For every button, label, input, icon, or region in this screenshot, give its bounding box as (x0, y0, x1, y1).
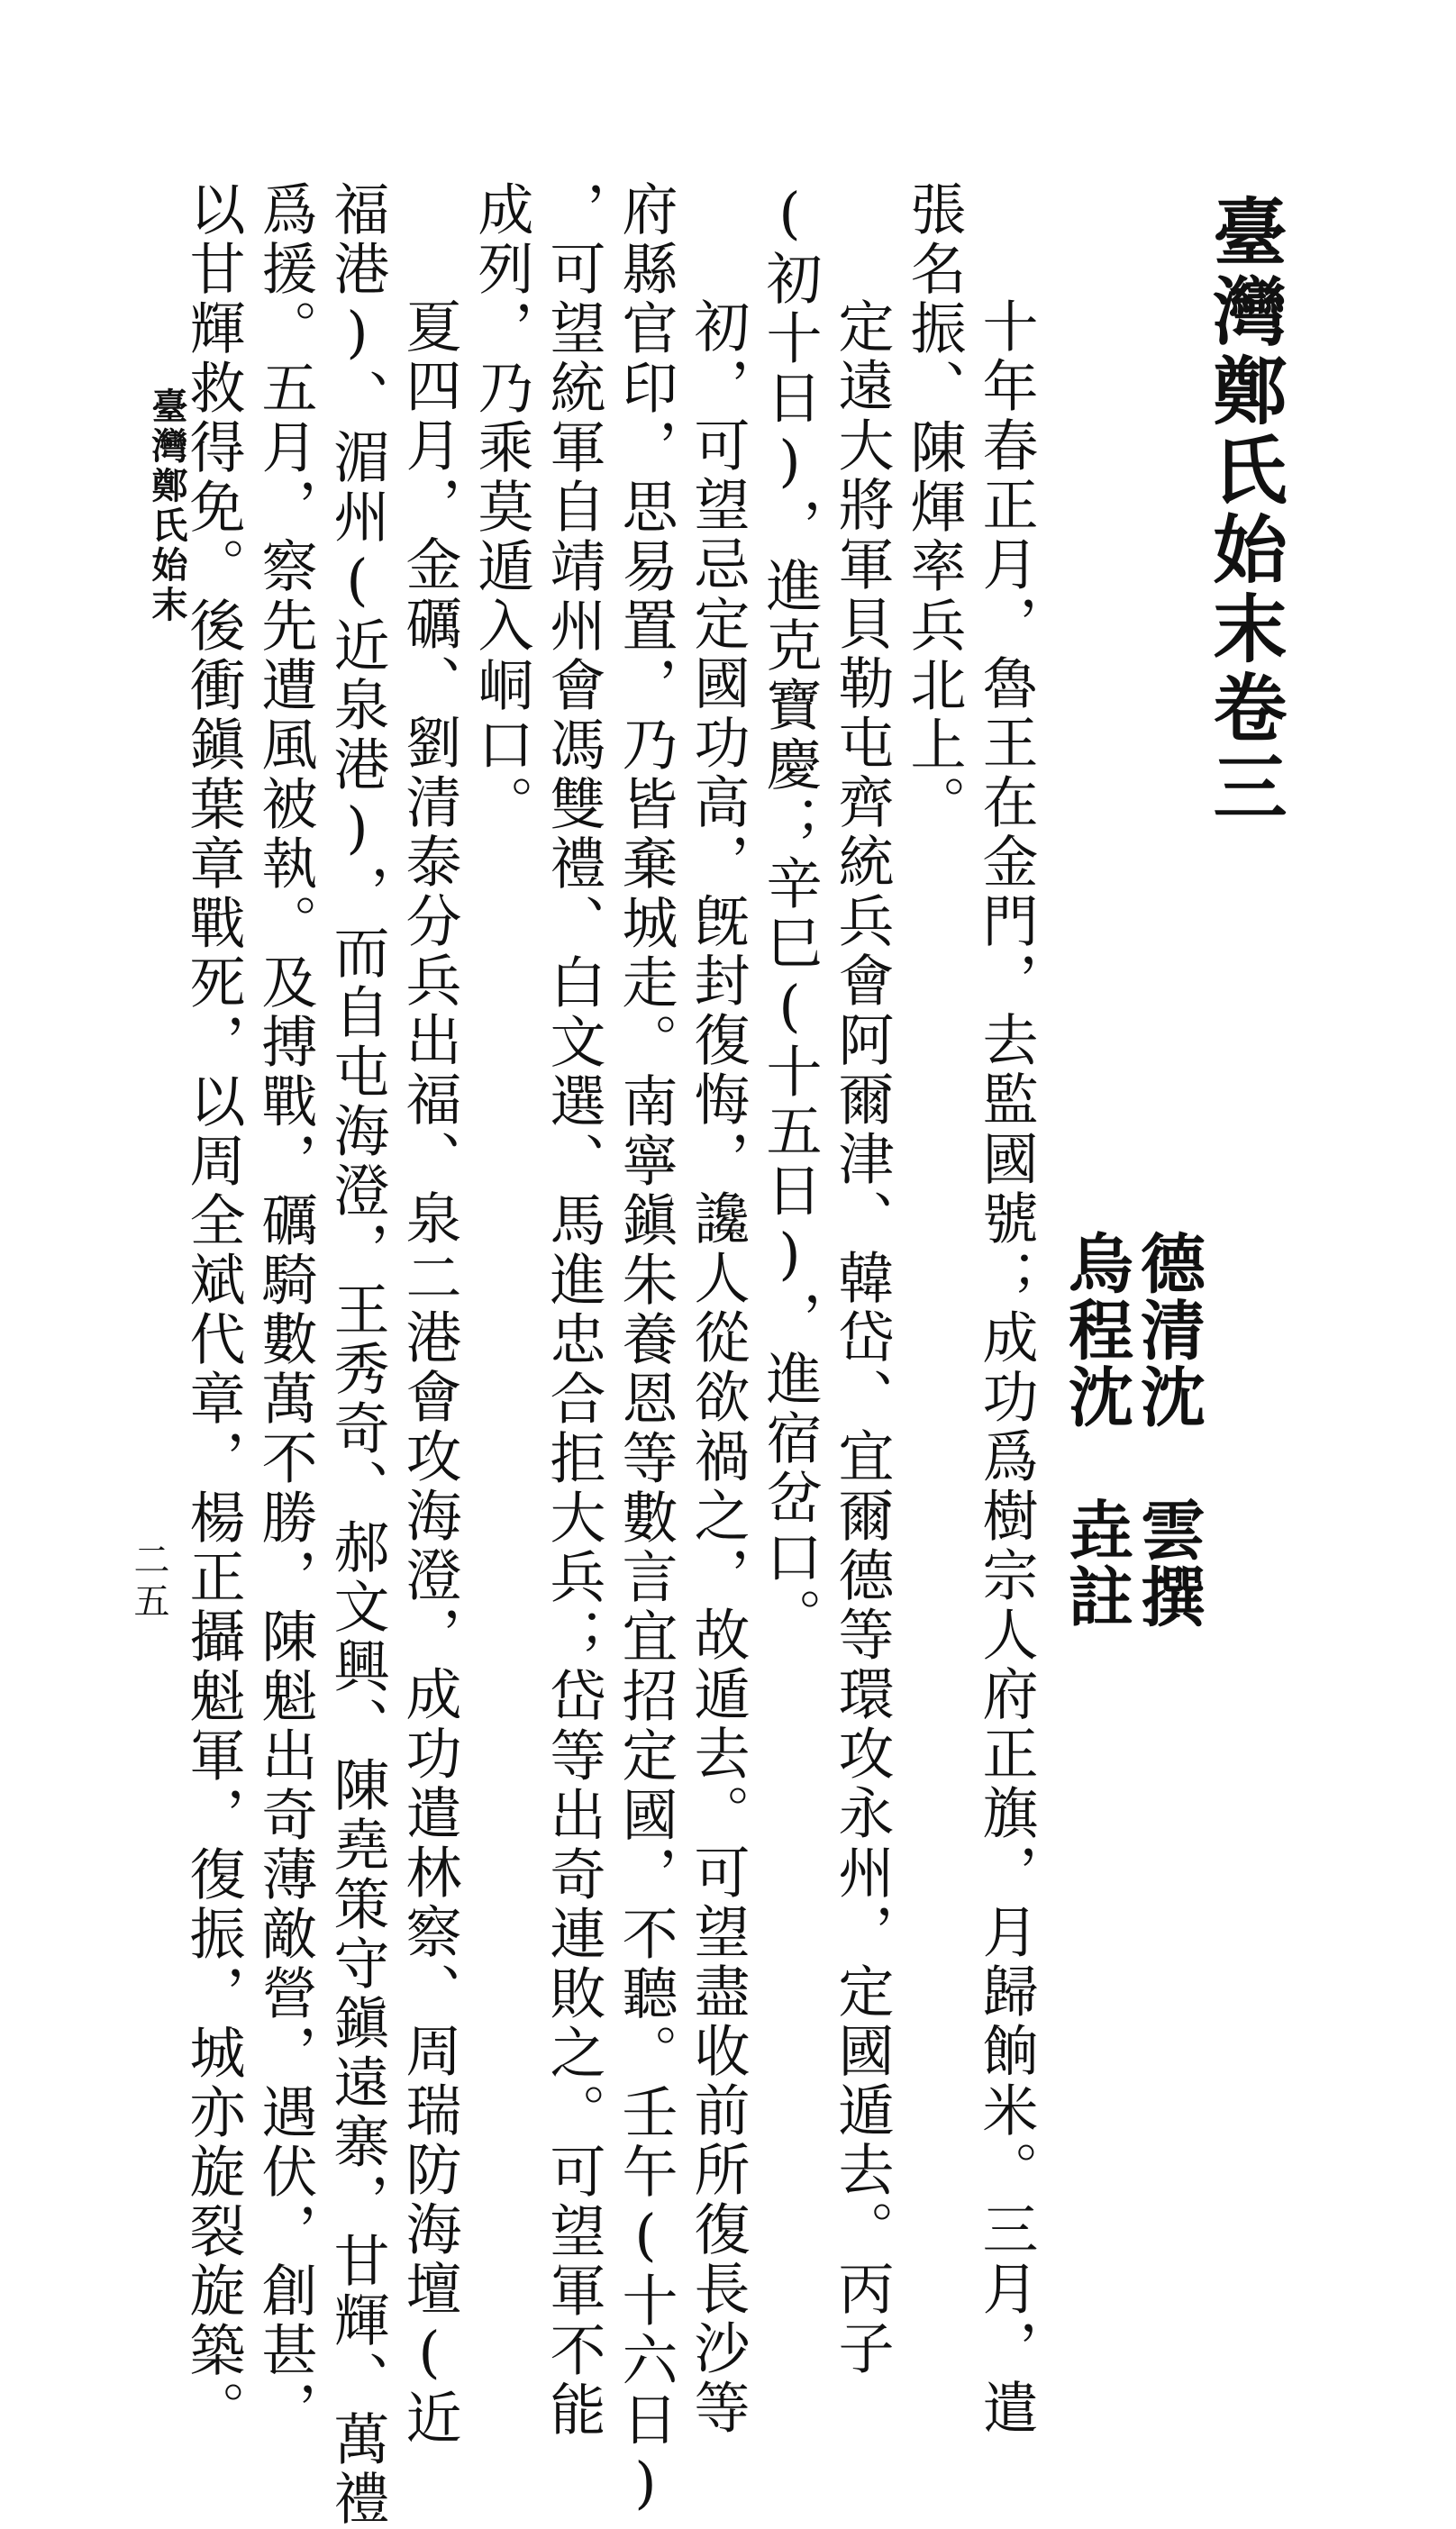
text-column: 定遠大將軍貝勒屯齊統兵會阿爾津、韓岱、宜爾德等環攻永州，定國遁去。丙子 (829, 297, 895, 2379)
text-column: ，可望統軍自靖州會馮雙禮、白文選、馬進忠合拒大兵；岱等出奇連敗之。可望軍不能 (541, 180, 606, 2440)
text-column: 福港)、湄州(近泉港)，而自屯海澄，王秀奇、郝文興、陳堯策守鎭遠寨，甘輝、萬禮 (324, 180, 390, 2529)
text-column: (初十日)，進克寶慶；辛巳(十五日)，進宿岔口。 (757, 180, 823, 1647)
text-column: 府縣官印，思易置，乃皆棄城走。南寧鎭朱養恩等數言宜招定國，不聽。壬午(十六日) (613, 180, 678, 2519)
chapter-title: 臺灣鄭氏始末卷三 (1201, 194, 1288, 828)
running-head: 臺灣鄭氏始末 (146, 387, 188, 625)
text-column: 成列，乃乘莫遁入峒口。 (469, 180, 534, 834)
text-column: 夏四月，金礪、劉清泰分兵出福、泉二港會攻海澄，成功遣林察、周瑞防海壇(近 (396, 297, 462, 2448)
text-column: 以甘輝救得免。後衝鎭葉章戰死，以周全斌代章，楊正攝魁軍，復振，城亦旋裂旋築。 (180, 180, 246, 2440)
page-number: 二五 (128, 1541, 169, 1624)
text-column: 張名振、陳煇率兵北上。 (901, 180, 967, 834)
text-column: 初，可望忌定國功高，旣封復悔，讒人從欲禍之，故遁去。可望盡收前所復長沙等 (685, 297, 751, 2438)
text-column: 十年春正月，魯王在金門，去監國號；成功爲樹宗人府正旗，月歸餉米。三月，遣 (973, 297, 1039, 2438)
author-line-1: 德清沈 雲撰 (1130, 1230, 1206, 1630)
author-line-2: 烏程沈 垚註 (1058, 1230, 1134, 1630)
text-column: 爲援。五月，察先遭風被執。及搏戰，礪騎數萬不勝，陳魁出奇薄敵營，遇伏，創甚， (252, 180, 318, 2440)
